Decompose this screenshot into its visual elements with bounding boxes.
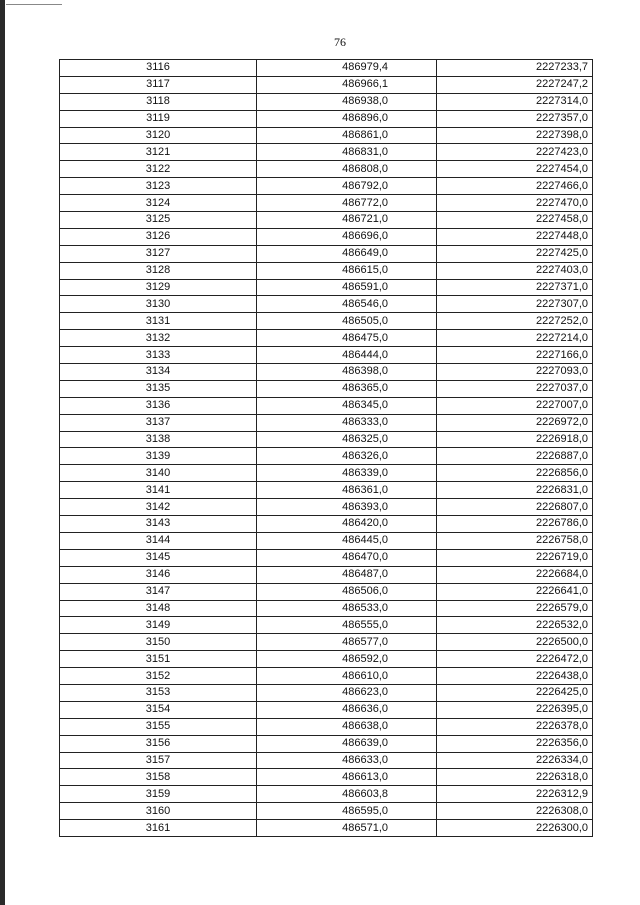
- y-coordinate-cell: 2227166,0: [437, 347, 593, 364]
- corner-mark: [6, 4, 62, 5]
- y-coordinate-cell: 2227007,0: [437, 397, 593, 414]
- table-row: [60, 803, 593, 820]
- point-number-cell: 3118: [60, 93, 257, 110]
- x-coordinate-cell: 486325,0: [257, 431, 437, 448]
- point-number-cell: 3153: [60, 684, 257, 701]
- table-row: [60, 465, 593, 482]
- point-number-cell: 3140: [60, 465, 257, 482]
- y-coordinate-cell: 2227307,0: [437, 296, 593, 313]
- y-coordinate-cell: 2227314,0: [437, 93, 593, 110]
- table-row: [60, 279, 593, 296]
- table-row: [60, 617, 593, 634]
- point-number-cell: 3146: [60, 566, 257, 583]
- y-coordinate-cell: 2226807,0: [437, 499, 593, 516]
- x-coordinate-cell: 486475,0: [257, 330, 437, 347]
- table-row: [60, 499, 593, 516]
- table-row: [60, 431, 593, 448]
- table-row: [60, 364, 593, 381]
- y-coordinate-cell: 2226918,0: [437, 431, 593, 448]
- x-coordinate-cell: 486808,0: [257, 161, 437, 178]
- x-coordinate-cell: 486398,0: [257, 364, 437, 381]
- point-number-cell: 3144: [60, 532, 257, 549]
- point-number-cell: 3145: [60, 549, 257, 566]
- x-coordinate-cell: 486861,0: [257, 127, 437, 144]
- point-number-cell: 3150: [60, 634, 257, 651]
- point-number-cell: 3148: [60, 600, 257, 617]
- y-coordinate-cell: 2226684,0: [437, 566, 593, 583]
- table-row: [60, 532, 593, 549]
- point-number-cell: 3136: [60, 397, 257, 414]
- point-number-cell: 3127: [60, 245, 257, 262]
- point-number-cell: 3128: [60, 262, 257, 279]
- y-coordinate-cell: 2226532,0: [437, 617, 593, 634]
- point-number-cell: 3119: [60, 110, 257, 127]
- y-coordinate-cell: 2227448,0: [437, 228, 593, 245]
- point-number-cell: 3158: [60, 769, 257, 786]
- x-coordinate-cell: 486555,0: [257, 617, 437, 634]
- y-coordinate-cell: 2227037,0: [437, 380, 593, 397]
- y-coordinate-cell: 2227398,0: [437, 127, 593, 144]
- y-coordinate-cell: 2227458,0: [437, 212, 593, 229]
- x-coordinate-cell: 486721,0: [257, 212, 437, 229]
- table-row: [60, 651, 593, 668]
- point-number-cell: 3135: [60, 380, 257, 397]
- y-coordinate-cell: 2227357,0: [437, 110, 593, 127]
- table-row: [60, 144, 593, 161]
- x-coordinate-cell: 486420,0: [257, 516, 437, 533]
- table-row: [60, 735, 593, 752]
- x-coordinate-cell: 486633,0: [257, 752, 437, 769]
- table-row: [60, 110, 593, 127]
- point-number-cell: 3126: [60, 228, 257, 245]
- point-number-cell: 3143: [60, 516, 257, 533]
- page-left-edge: [0, 0, 5, 905]
- point-number-cell: 3159: [60, 786, 257, 803]
- y-coordinate-cell: 2226300,0: [437, 820, 593, 837]
- y-coordinate-cell: 2226758,0: [437, 532, 593, 549]
- x-coordinate-cell: 486444,0: [257, 347, 437, 364]
- point-number-cell: 3156: [60, 735, 257, 752]
- point-number-cell: 3124: [60, 195, 257, 212]
- table-row: [60, 380, 593, 397]
- table-row: [60, 820, 593, 837]
- x-coordinate-cell: 486636,0: [257, 701, 437, 718]
- x-coordinate-cell: 486487,0: [257, 566, 437, 583]
- x-coordinate-cell: 486979,4: [257, 60, 437, 77]
- table-row: [60, 178, 593, 195]
- table-row: [60, 752, 593, 769]
- table-row: [60, 296, 593, 313]
- y-coordinate-cell: 2226831,0: [437, 482, 593, 499]
- table-row: [60, 347, 593, 364]
- table-row: [60, 516, 593, 533]
- x-coordinate-cell: 486505,0: [257, 313, 437, 330]
- x-coordinate-cell: 486470,0: [257, 549, 437, 566]
- point-number-cell: 3147: [60, 583, 257, 600]
- x-coordinate-cell: 486772,0: [257, 195, 437, 212]
- table-row: [60, 668, 593, 685]
- x-coordinate-cell: 486577,0: [257, 634, 437, 651]
- table-row: [60, 482, 593, 499]
- x-coordinate-cell: 486831,0: [257, 144, 437, 161]
- y-coordinate-cell: 2227252,0: [437, 313, 593, 330]
- table-row: [60, 718, 593, 735]
- point-number-cell: 3161: [60, 820, 257, 837]
- y-coordinate-cell: 2226395,0: [437, 701, 593, 718]
- point-number-cell: 3155: [60, 718, 257, 735]
- x-coordinate-cell: 486333,0: [257, 414, 437, 431]
- y-coordinate-cell: 2226641,0: [437, 583, 593, 600]
- x-coordinate-cell: 486649,0: [257, 245, 437, 262]
- point-number-cell: 3123: [60, 178, 257, 195]
- point-number-cell: 3117: [60, 76, 257, 93]
- x-coordinate-cell: 486638,0: [257, 718, 437, 735]
- y-coordinate-cell: 2226972,0: [437, 414, 593, 431]
- y-coordinate-cell: 2226378,0: [437, 718, 593, 735]
- point-number-cell: 3137: [60, 414, 257, 431]
- x-coordinate-cell: 486339,0: [257, 465, 437, 482]
- table-row: [60, 262, 593, 279]
- x-coordinate-cell: 486938,0: [257, 93, 437, 110]
- table-row: [60, 414, 593, 431]
- y-coordinate-cell: 2226425,0: [437, 684, 593, 701]
- point-number-cell: 3116: [60, 60, 257, 77]
- y-coordinate-cell: 2227425,0: [437, 245, 593, 262]
- x-coordinate-cell: 486592,0: [257, 651, 437, 668]
- y-coordinate-cell: 2227466,0: [437, 178, 593, 195]
- table-row: [60, 161, 593, 178]
- table-row: [60, 330, 593, 347]
- x-coordinate-cell: 486361,0: [257, 482, 437, 499]
- x-coordinate-cell: 486445,0: [257, 532, 437, 549]
- table-row: [60, 313, 593, 330]
- x-coordinate-cell: 486610,0: [257, 668, 437, 685]
- x-coordinate-cell: 486615,0: [257, 262, 437, 279]
- table-row: [60, 448, 593, 465]
- y-coordinate-cell: 2227093,0: [437, 364, 593, 381]
- y-coordinate-cell: 2227423,0: [437, 144, 593, 161]
- y-coordinate-cell: 2227214,0: [437, 330, 593, 347]
- y-coordinate-cell: 2227470,0: [437, 195, 593, 212]
- y-coordinate-cell: 2226719,0: [437, 549, 593, 566]
- point-number-cell: 3130: [60, 296, 257, 313]
- table-row: [60, 212, 593, 229]
- x-coordinate-cell: 486365,0: [257, 380, 437, 397]
- point-number-cell: 3139: [60, 448, 257, 465]
- table-row: [60, 566, 593, 583]
- table-row: [60, 93, 593, 110]
- y-coordinate-cell: 2226308,0: [437, 803, 593, 820]
- point-number-cell: 3160: [60, 803, 257, 820]
- x-coordinate-cell: 486326,0: [257, 448, 437, 465]
- x-coordinate-cell: 486966,1: [257, 76, 437, 93]
- y-coordinate-cell: 2226318,0: [437, 769, 593, 786]
- x-coordinate-cell: 486623,0: [257, 684, 437, 701]
- y-coordinate-cell: 2227403,0: [437, 262, 593, 279]
- table-row: [60, 60, 593, 77]
- table-row: [60, 786, 593, 803]
- y-coordinate-cell: 2227371,0: [437, 279, 593, 296]
- point-number-cell: 3122: [60, 161, 257, 178]
- page-number: 76: [334, 35, 346, 49]
- point-number-cell: 3151: [60, 651, 257, 668]
- y-coordinate-cell: 2226856,0: [437, 465, 593, 482]
- y-coordinate-cell: 2226472,0: [437, 651, 593, 668]
- x-coordinate-cell: 486506,0: [257, 583, 437, 600]
- x-coordinate-cell: 486595,0: [257, 803, 437, 820]
- x-coordinate-cell: 486591,0: [257, 279, 437, 296]
- table-row: [60, 127, 593, 144]
- point-number-cell: 3133: [60, 347, 257, 364]
- x-coordinate-cell: 486792,0: [257, 178, 437, 195]
- table-row: [60, 195, 593, 212]
- y-coordinate-cell: 2226334,0: [437, 752, 593, 769]
- y-coordinate-cell: 2227247,2: [437, 76, 593, 93]
- table-row: [60, 245, 593, 262]
- point-number-cell: 3152: [60, 668, 257, 685]
- x-coordinate-cell: 486603,8: [257, 786, 437, 803]
- point-number-cell: 3138: [60, 431, 257, 448]
- y-coordinate-cell: 2227454,0: [437, 161, 593, 178]
- point-number-cell: 3157: [60, 752, 257, 769]
- y-coordinate-cell: 2227233,7: [437, 60, 593, 77]
- x-coordinate-cell: 486546,0: [257, 296, 437, 313]
- table-row: [60, 76, 593, 93]
- point-number-cell: 3125: [60, 212, 257, 229]
- point-number-cell: 3121: [60, 144, 257, 161]
- table-row: [60, 228, 593, 245]
- y-coordinate-cell: 2226500,0: [437, 634, 593, 651]
- point-number-cell: 3120: [60, 127, 257, 144]
- y-coordinate-cell: 2226356,0: [437, 735, 593, 752]
- x-coordinate-cell: 486613,0: [257, 769, 437, 786]
- y-coordinate-cell: 2226786,0: [437, 516, 593, 533]
- table-row: [60, 600, 593, 617]
- x-coordinate-cell: 486696,0: [257, 228, 437, 245]
- point-number-cell: 3129: [60, 279, 257, 296]
- x-coordinate-cell: 486571,0: [257, 820, 437, 837]
- x-coordinate-cell: 486533,0: [257, 600, 437, 617]
- point-number-cell: 3154: [60, 701, 257, 718]
- y-coordinate-cell: 2226887,0: [437, 448, 593, 465]
- table-row: [60, 769, 593, 786]
- point-number-cell: 3132: [60, 330, 257, 347]
- coordinates-table: [59, 59, 593, 837]
- table-row: [60, 701, 593, 718]
- x-coordinate-cell: 486639,0: [257, 735, 437, 752]
- x-coordinate-cell: 486345,0: [257, 397, 437, 414]
- point-number-cell: 3134: [60, 364, 257, 381]
- point-number-cell: 3142: [60, 499, 257, 516]
- y-coordinate-cell: 2226312,9: [437, 786, 593, 803]
- point-number-cell: 3141: [60, 482, 257, 499]
- point-number-cell: 3149: [60, 617, 257, 634]
- y-coordinate-cell: 2226438,0: [437, 668, 593, 685]
- table-row: [60, 549, 593, 566]
- table-row: [60, 634, 593, 651]
- x-coordinate-cell: 486393,0: [257, 499, 437, 516]
- table-row: [60, 397, 593, 414]
- coordinates-table-body: [60, 60, 593, 837]
- table-row: [60, 583, 593, 600]
- y-coordinate-cell: 2226579,0: [437, 600, 593, 617]
- point-number-cell: 3131: [60, 313, 257, 330]
- x-coordinate-cell: 486896,0: [257, 110, 437, 127]
- table-row: [60, 684, 593, 701]
